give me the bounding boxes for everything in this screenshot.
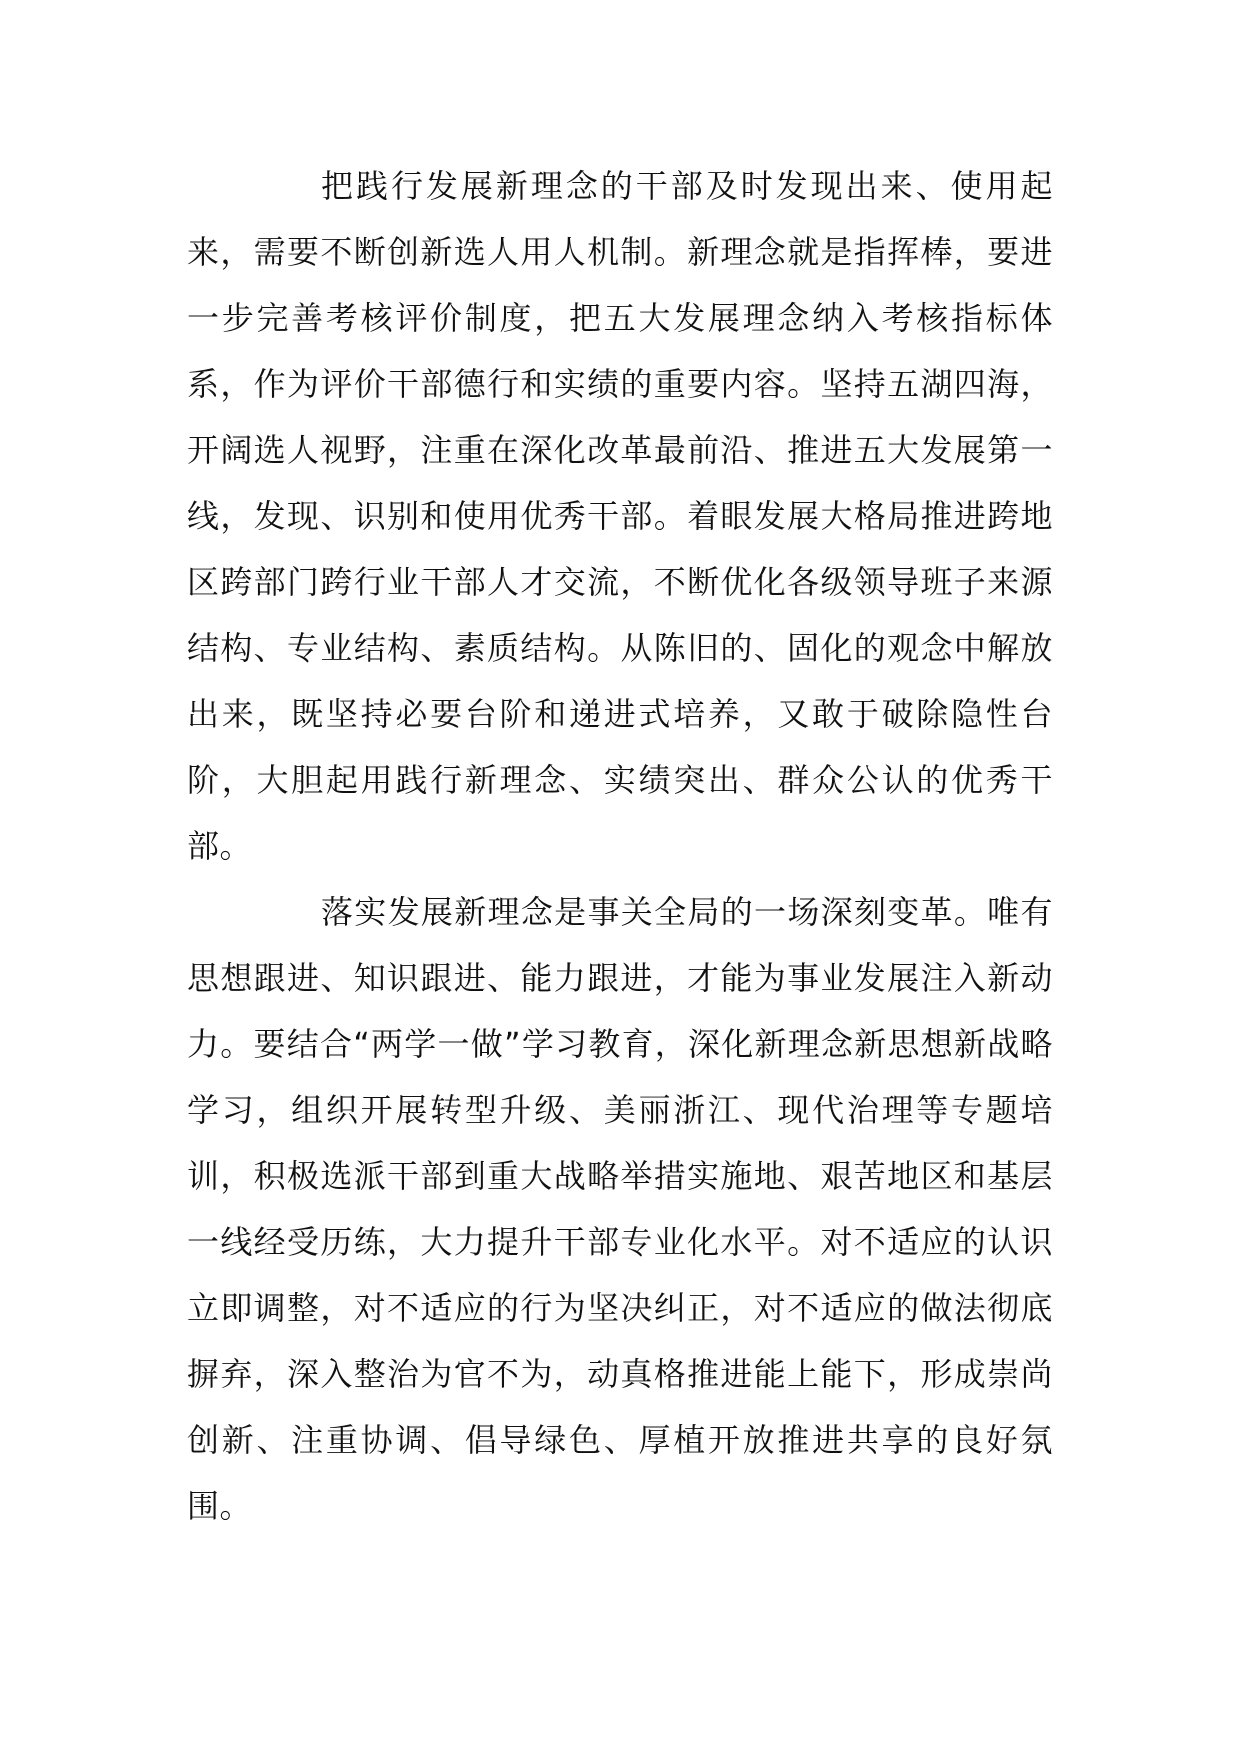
paragraph-2: 落实发展新理念是事关全局的一场深刻变革。唯有思想跟进、知识跟进、能力跟进，才能为事业发展注入新动力。要结合“两学一做”学习教育，深化新理念新思想新战略学习，组织开展转型升级、美丽浙江、现代治理等专题培训，积极选派干部到重大战略举措实施地、艰苦地区和基层一线经受历练，大力提升干部专业化水平。对不适应的认识立即调整，对不适应的行为坚决纠正，对不适应的做法彻底摒弃，深入整治为官不为，动真格推进能上能下，形成崇尚创新、注重协调、倡导绿色、厚植开放推进共享的良好氛围。 [187, 893, 1053, 1525]
document-body [187, 153, 1053, 1539]
paragraph-1: 把践行发展新理念的干部及时发现出来、使用起来，需要不断创新选人用人机制。新理念就是指挥棒，要进一步完善考核评价制度，把五大发展理念纳入考核指标体系，作为评价干部德行和实绩的重要内容。坚持五湖四海，开阔选人视野，注重在深化改革最前沿、推进五大发展第一线，发现、识别和使用优秀干部。着眼发展大格局推进跨地区跨部门跨行业干部人才交流，不断优化各级领导班子来源结构、专业结构、素质结构。从陈旧的、固化的观念中解放出来，既坚持必要台阶和递进式培养，又敢于破除隐性台阶，大胆起用践行新理念、实绩突出、群众公认的优秀干部。 [187, 167, 1053, 865]
